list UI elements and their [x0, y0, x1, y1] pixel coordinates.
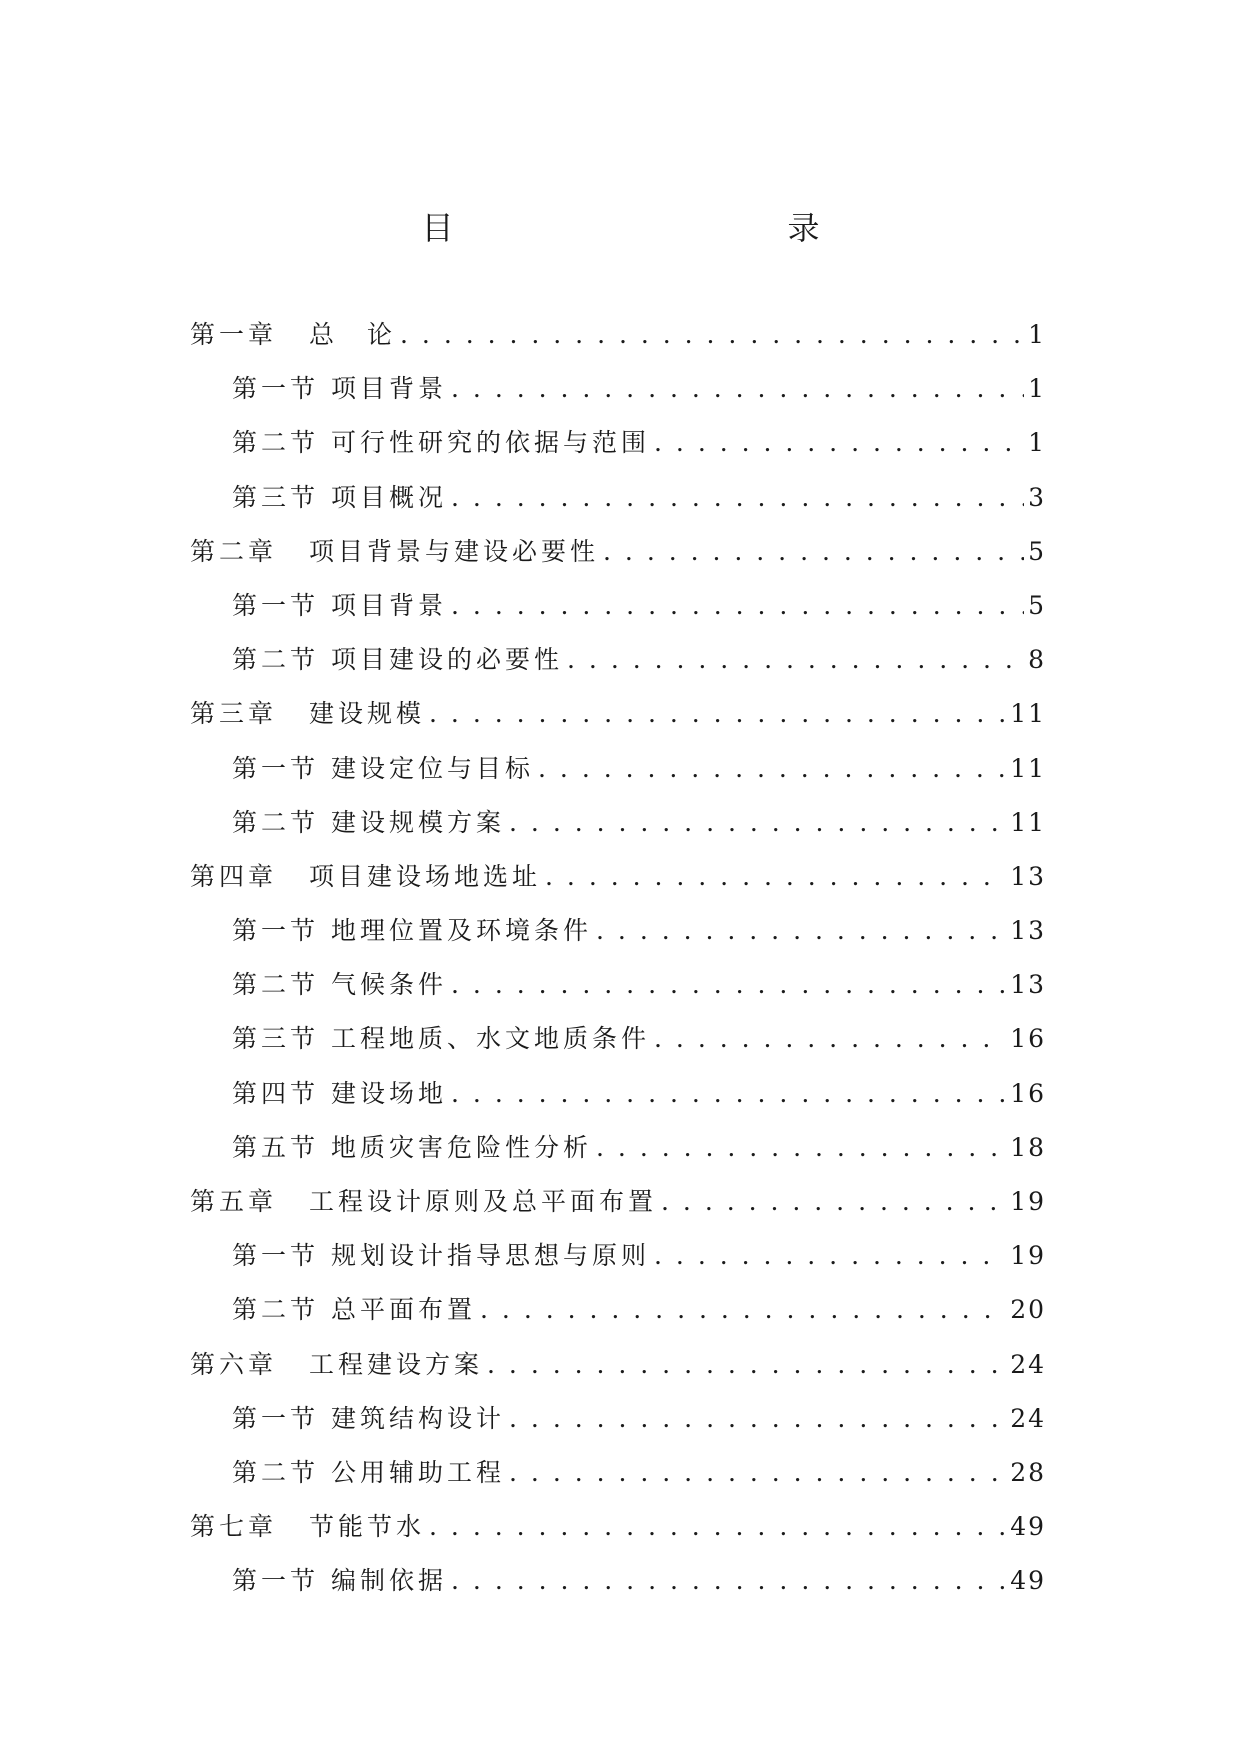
- chapter-title: 项目建设场地选址: [309, 861, 542, 891]
- section-title: 公用辅助工程: [331, 1457, 506, 1487]
- section-title: 工程地质、水文地质条件: [331, 1024, 651, 1054]
- toc-chapter-entry[interactable]: [190, 1338, 1046, 1392]
- section-number: 第三节: [232, 482, 320, 512]
- dot-leader: [451, 362, 1024, 416]
- section-title: 编制依据: [331, 1566, 448, 1596]
- section-number: 第五节: [232, 1132, 320, 1162]
- toc-section-entry[interactable]: [190, 904, 1046, 958]
- section-title: 地理位置及环境条件: [331, 916, 593, 946]
- dot-leader: [654, 1012, 1006, 1066]
- toc-chapter-entry[interactable]: [190, 308, 1046, 362]
- section-number: 第一节: [232, 1403, 320, 1433]
- section-number: 第一节: [232, 916, 320, 946]
- chapter-number: 第三章: [190, 699, 278, 729]
- section-title: 建筑结构设计: [331, 1403, 506, 1433]
- toc-section-entry[interactable]: [190, 1283, 1046, 1337]
- dot-leader: [654, 1229, 1006, 1283]
- toc-section-entry[interactable]: [190, 742, 1046, 796]
- page-number: 49: [1010, 1566, 1046, 1596]
- chapter-number: 第四章: [190, 861, 278, 891]
- dot-leader: [654, 416, 1024, 470]
- page-number: 20: [1010, 1295, 1046, 1325]
- toc-chapter-entry[interactable]: [190, 525, 1046, 579]
- chapter-number: 第五章: [190, 1187, 278, 1216]
- section-title: 气候条件: [331, 970, 448, 1000]
- section-number: 第三节: [232, 1024, 320, 1054]
- page-number: 18: [1010, 1132, 1046, 1162]
- dot-leader: [429, 687, 1006, 741]
- dot-leader: [596, 904, 1006, 958]
- dot-leader: [451, 958, 1006, 1012]
- page-number: 13: [1010, 861, 1046, 891]
- section-number: 第一节: [232, 753, 320, 783]
- toc-section-entry[interactable]: [190, 1392, 1046, 1446]
- page-number: 11: [1010, 753, 1046, 783]
- section-number: 第二节: [232, 645, 320, 675]
- dot-leader: [661, 1175, 1006, 1229]
- section-title: 项目建设的必要性: [331, 645, 564, 675]
- page-number: 3: [1028, 482, 1046, 512]
- toc-section-entry[interactable]: [190, 958, 1046, 1012]
- toc-chapter-entry[interactable]: [190, 687, 1046, 741]
- dot-leader: [451, 579, 1024, 633]
- page-number: 13: [1010, 916, 1046, 946]
- chapter-number: 第七章: [190, 1512, 278, 1542]
- chapter-title: 项目背景与建设必要性: [309, 536, 600, 566]
- toc-section-entry[interactable]: [190, 1229, 1046, 1283]
- section-title: 地质灾害危险性分析: [331, 1132, 593, 1162]
- section-number: 第一节: [232, 1241, 320, 1271]
- page-number: 11: [1010, 699, 1046, 729]
- page-number: 19: [1010, 1241, 1046, 1271]
- dot-leader: [480, 1283, 1006, 1337]
- toc-section-entry[interactable]: [190, 1067, 1046, 1121]
- chapter-title: 节能节水: [309, 1512, 426, 1542]
- dot-leader: [451, 471, 1024, 525]
- dot-leader: [603, 525, 1024, 579]
- toc-section-entry[interactable]: [190, 1012, 1046, 1066]
- section-title: 项目背景: [331, 590, 448, 620]
- toc-section-entry[interactable]: [190, 416, 1046, 470]
- toc-section-entry[interactable]: [190, 1554, 1046, 1608]
- section-number: 第二节: [232, 807, 320, 837]
- chapter-number: 第一章: [190, 320, 278, 349]
- page-number: 24: [1010, 1403, 1046, 1433]
- section-number: 第二节: [232, 970, 320, 1000]
- section-number: 第二节: [232, 1295, 320, 1325]
- section-number: 第二节: [232, 1457, 320, 1487]
- dot-leader: [509, 796, 1006, 850]
- chapter-title: 工程设计原则及总平面布置: [309, 1187, 658, 1216]
- dot-leader: [429, 1500, 1006, 1554]
- dot-leader: [451, 1554, 1006, 1608]
- chapter-title: 建设规模: [309, 699, 426, 729]
- dot-leader: [567, 633, 1024, 687]
- section-title: 建设定位与目标: [331, 753, 535, 783]
- page-number: 16: [1010, 1024, 1046, 1054]
- page-number: 13: [1010, 970, 1046, 1000]
- section-title: 规划设计指导思想与原则: [331, 1241, 651, 1271]
- toc-section-entry[interactable]: [190, 1446, 1046, 1500]
- dot-leader: [545, 850, 1006, 904]
- dot-leader: [400, 308, 1024, 362]
- section-title: 建设场地: [331, 1078, 448, 1108]
- toc-section-entry[interactable]: [190, 1121, 1046, 1175]
- section-number: 第二节: [232, 428, 320, 458]
- dot-leader: [509, 1392, 1006, 1446]
- toc-chapter-entry[interactable]: [190, 850, 1046, 904]
- section-number: 第一节: [232, 374, 320, 404]
- dot-leader: [509, 1446, 1006, 1500]
- toc-section-entry[interactable]: [190, 579, 1046, 633]
- chapter-title: 工程建设方案: [309, 1349, 484, 1379]
- page-number: 24: [1010, 1349, 1046, 1379]
- section-title: 可行性研究的依据与范围: [331, 428, 651, 458]
- toc-section-entry[interactable]: [190, 362, 1046, 416]
- toc-chapter-entry[interactable]: [190, 1175, 1046, 1229]
- page-number: 16: [1010, 1078, 1046, 1108]
- page-number: 11: [1010, 807, 1046, 837]
- section-number: 第四节: [232, 1078, 320, 1108]
- dot-leader: [487, 1338, 1006, 1392]
- page-number: 8: [1028, 645, 1046, 675]
- toc-section-entry[interactable]: [190, 633, 1046, 687]
- page-number: 1: [1028, 374, 1046, 404]
- chapter-title: 总 论: [309, 320, 397, 349]
- section-number: 第一节: [232, 1566, 320, 1596]
- page-number: 1: [1028, 428, 1046, 458]
- chapter-number: 第二章: [190, 536, 278, 566]
- page-number: 5: [1028, 590, 1046, 620]
- page-number: 1: [1028, 320, 1046, 349]
- page-number: 5: [1028, 536, 1046, 566]
- page-number: 49: [1010, 1512, 1046, 1542]
- page-number: 28: [1010, 1457, 1046, 1487]
- toc-section-entry[interactable]: [190, 471, 1046, 525]
- toc-chapter-entry[interactable]: [190, 1500, 1046, 1554]
- dot-leader: [596, 1121, 1006, 1175]
- toc-section-entry[interactable]: [190, 796, 1046, 850]
- table-of-contents: [190, 308, 1046, 1609]
- section-number: 第一节: [232, 590, 320, 620]
- chapter-number: 第六章: [190, 1349, 278, 1379]
- section-title: 项目背景: [331, 374, 448, 404]
- section-title: 建设规模方案: [331, 807, 506, 837]
- dot-leader: [538, 742, 1006, 796]
- section-title: 总平面布置: [331, 1295, 477, 1325]
- page-title: 目 录: [421, 209, 910, 247]
- dot-leader: [451, 1067, 1006, 1121]
- page-number: 19: [1010, 1187, 1046, 1216]
- section-title: 项目概况: [331, 482, 448, 512]
